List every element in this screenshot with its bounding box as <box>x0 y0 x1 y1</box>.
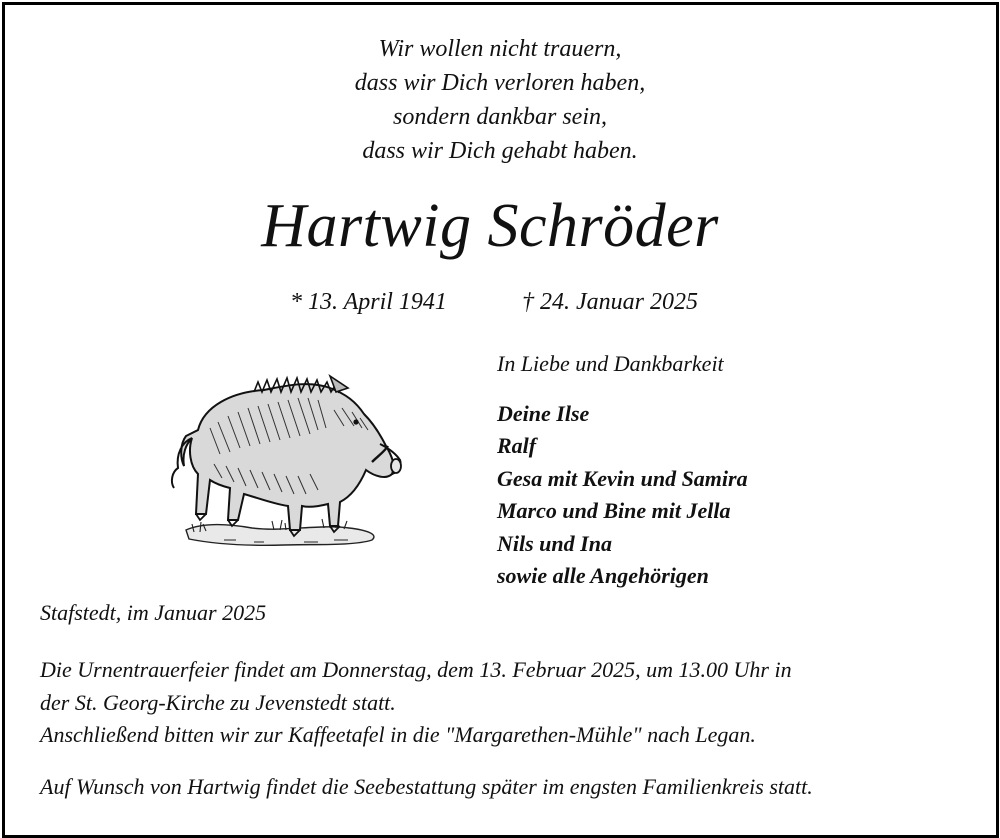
wild-boar-icon <box>134 318 430 606</box>
mourner-name: Nils und Ina <box>497 530 612 556</box>
poem-line: Wir wollen nicht trauern, <box>378 36 622 62</box>
poem-line: dass wir Dich verloren haben, <box>354 70 646 96</box>
birth-date: * 13. April 1941 <box>290 289 447 315</box>
deceased-name: Hartwig Schröder <box>261 192 719 260</box>
poem-line: sondern dankbar sein, <box>393 104 607 130</box>
memorial-poem <box>0 32 1000 168</box>
mourner-name: Gesa mit Kevin und Samira <box>497 465 748 491</box>
burial-wish: Auf Wunsch von Hartwig findet die Seebestattung später im engsten Familienkreis statt. <box>40 774 813 799</box>
ceremony-details <box>40 654 960 752</box>
mourner-name: sowie alle Angehörigen <box>497 563 709 589</box>
mourner-name: Ralf <box>497 433 537 459</box>
ceremony-line: Die Urnentrauerfeier findet am Donnerstag, dem 13. Februar 2025, um 13.00 Uhr in <box>40 657 792 682</box>
dedication-line: In Liebe und Dankbarkeit <box>497 351 724 376</box>
mourner-name: Deine Ilse <box>497 401 590 426</box>
poem-line: dass wir Dich gehabt haben. <box>362 138 638 164</box>
mourner-name: Marco und Bine mit Jella <box>497 498 731 524</box>
death-date: † 24. Januar 2025 <box>522 289 698 315</box>
place-and-date: Stafstedt, im Januar 2025 <box>40 600 267 625</box>
mourners-list <box>497 398 748 592</box>
ceremony-line: der St. Georg-Kirche zu Jevenstedt statt. <box>40 689 396 715</box>
ceremony-line: Anschließend bitten wir zur Kaffeetafel in die "Margarethen-Mühle" nach Legan. <box>40 722 756 747</box>
